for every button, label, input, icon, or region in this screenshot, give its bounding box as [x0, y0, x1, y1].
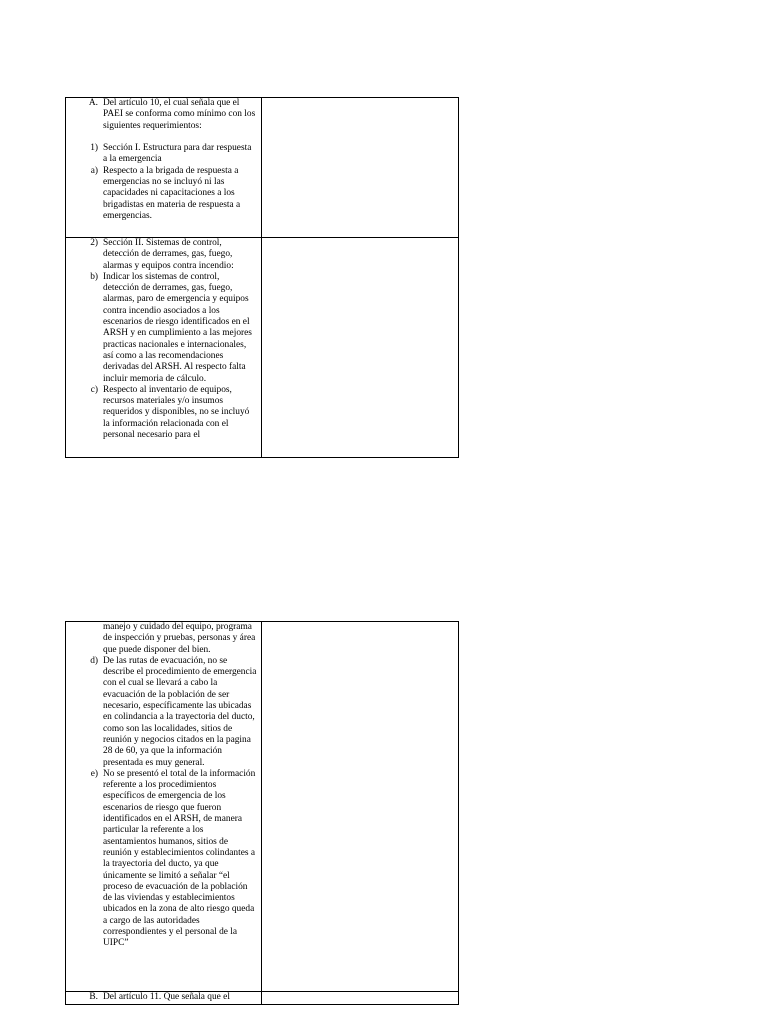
response-cell: [262, 622, 458, 991]
list-item: [66, 385, 257, 441]
table-row: [66, 237, 458, 457]
item-marker: A.: [88, 98, 98, 108]
item-text: Respecto a la brigada de respuesta a emergencias no se incluyó ni las capacidades ni capacitaciones a los brigadistas en materia de respuesta a emergencias.: [103, 165, 241, 221]
list-item: [66, 98, 257, 132]
requirements-table-1: [65, 97, 459, 458]
item-text: manejo y cuidado del equipo, programa de inspección y pruebas, personas y área que puede disponer del bien.: [103, 622, 256, 655]
item-marker: b): [90, 271, 98, 282]
table-row: [66, 991, 458, 1004]
item-text: Del artículo 11. Que señala que el: [103, 992, 230, 1002]
list-item: [66, 769, 257, 950]
item-marker: 2): [90, 238, 98, 248]
response-cell: [262, 98, 458, 237]
list-item: [66, 166, 257, 222]
list-item: [66, 143, 257, 166]
observations-cell: [66, 622, 262, 991]
list-item: [66, 992, 257, 1003]
list-item: [66, 656, 257, 769]
table-row: [66, 98, 458, 237]
item-marker: c): [90, 384, 98, 395]
item-marker: d): [90, 655, 98, 666]
item-text: Del artículo 10, el cual señala que el PAEI se conforma como mínimo con los siguientes requerimientos:: [103, 98, 256, 131]
observations-cell: [66, 238, 262, 457]
observations-cell: [66, 98, 262, 237]
item-text: Respecto al inventario de equipos, recursos materiales y/o insumos requeridos y disponibles, no se incluyó la información relacionada con el personal necesario para el: [103, 384, 250, 441]
list-item: [66, 272, 257, 385]
item-marker: a): [90, 165, 98, 176]
item-text: No se presentó el total de la información referente a los procedimientos específicos de emergencia de los escenarios de riesgo que fueron identificados en el ARSH, de manera particular la referente a los asentamientos humanos, sitios de reunión y establecimientos colindantes a la trayectoria del ducto, ya que únicamente se limitó a señalar “el proceso de evacuación de la población de las viviendas y establecimientos ubicados en la zona de alto riesgo queda a cargo de las autoridades correspondientes y el personal de la UIPC”: [103, 768, 256, 949]
observations-cell: [66, 992, 262, 1004]
response-cell: [262, 992, 458, 1004]
item-marker: B.: [89, 992, 98, 1002]
item-marker: e): [90, 768, 98, 779]
item-text: De las rutas de evacuación, no se describe el procedimiento de emergencia con el cual se llevará a cabo la evacuación de la población de ser necesario, específicamente las ubicadas en colindancia a la trayectoria del ducto, como son las localidades, sitios de reunión y negocios citados en la pagina 28 de 60, ya que la información presentada es muy general.: [103, 655, 257, 768]
table-row: [66, 622, 458, 991]
item-marker: 1): [90, 143, 98, 154]
item-text: Sección I. Estructura para dar respuesta a la emergencia: [103, 143, 252, 165]
list-item: [66, 622, 257, 656]
list-item: [66, 238, 257, 272]
item-text: Indicar los sistemas de control, detección de derrames, gas, fuego, alarmas, paro de emergencia y equipos contra incendio asociados a los escenarios de riesgo identificados en el ARSH y en cumplimiento a las mejores practicas nacionales e internacionales, así como a las recomendaciones derivadas del ARSH. Al respecto falta incluir memoria de cálculo.: [103, 271, 252, 384]
item-marker: [66, 622, 103, 656]
item-text: Sección II. Sistemas de control, detección de derrames, gas, fuego, alarmas y equipos contra incendio:: [103, 238, 234, 271]
response-cell: [262, 238, 458, 457]
requirements-table-2: [65, 621, 459, 1005]
